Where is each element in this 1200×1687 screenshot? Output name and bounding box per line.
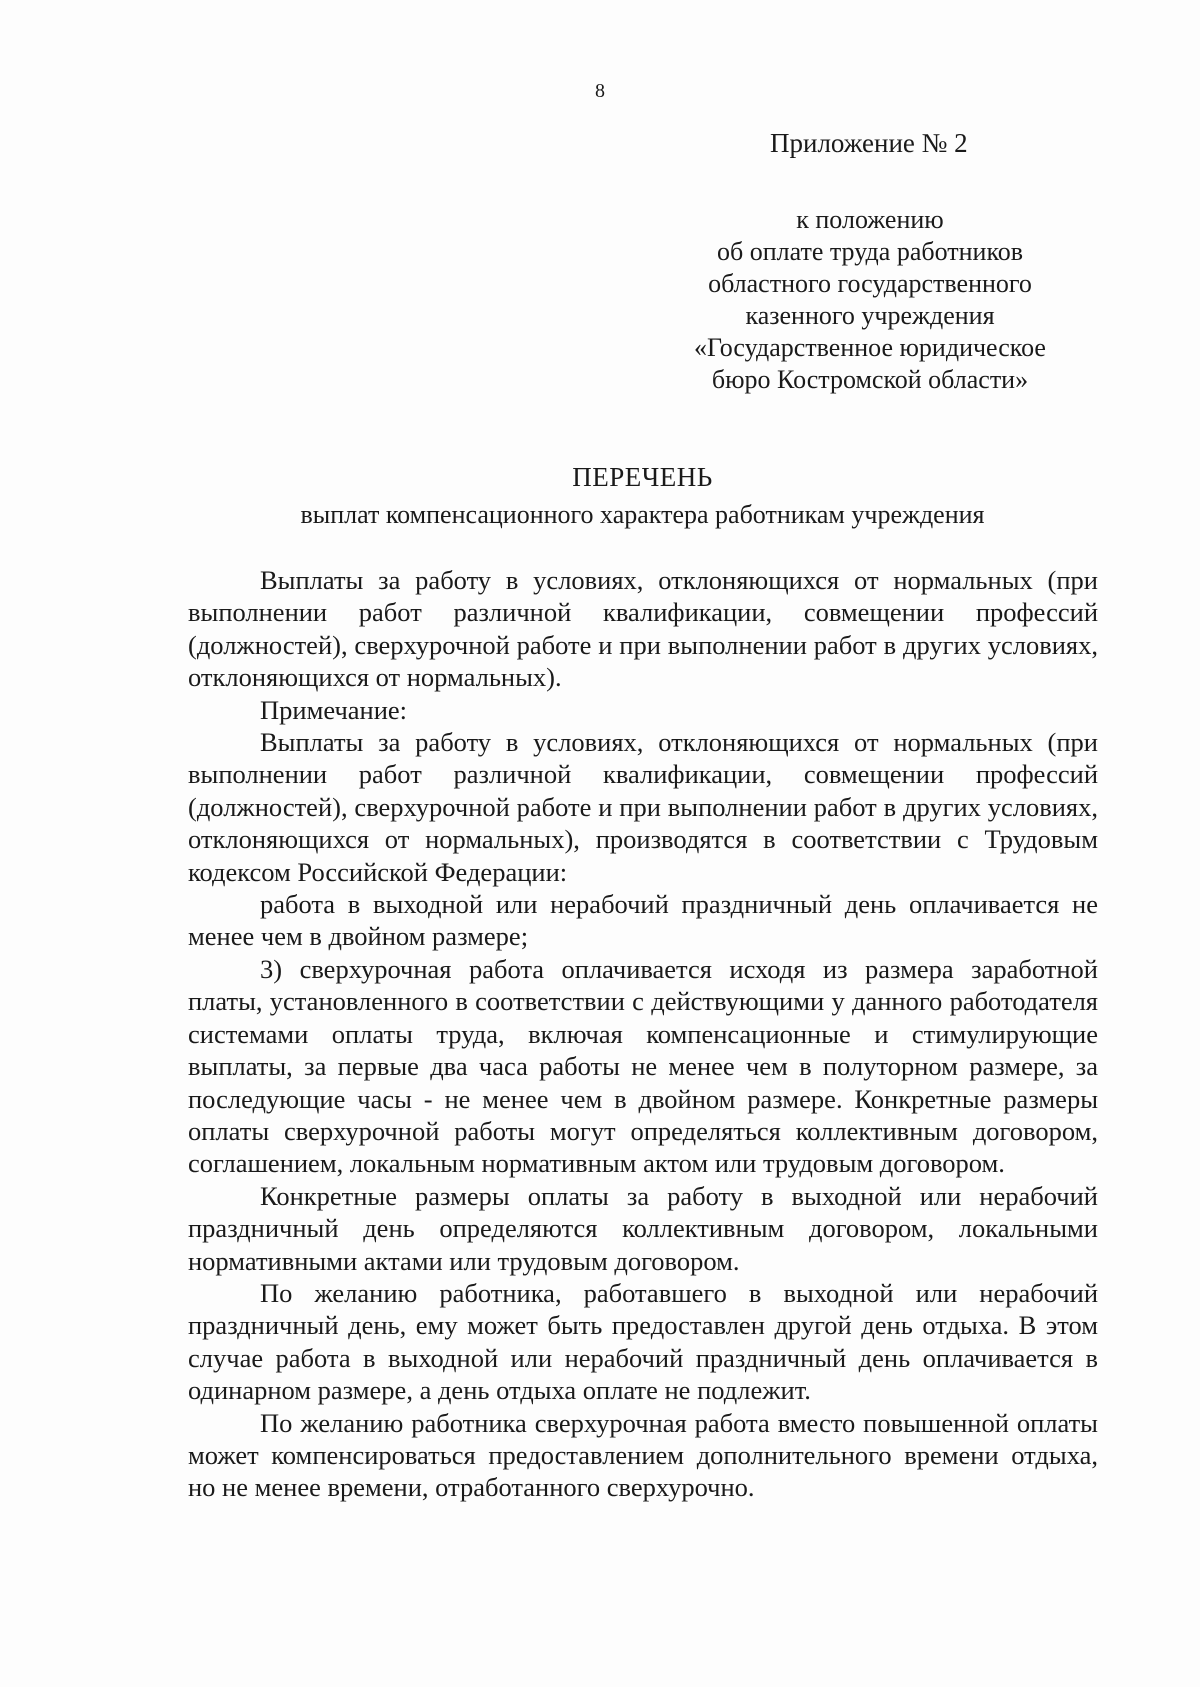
appendix-line: к положению bbox=[796, 205, 944, 234]
document-body bbox=[188, 564, 1098, 1504]
paragraph: Конкретные размеры оплаты за работу в выходной или нерабочий праздничный день определяются коллективным договором, локальными нормативными актами или трудовым договором. bbox=[188, 1180, 1098, 1276]
appendix-line: бюро Костромской области» bbox=[711, 365, 1029, 394]
appendix-label: Приложение № 2 bbox=[770, 128, 968, 158]
paragraph: По желанию работника, работавшего в выходной или нерабочий праздничный день, ему может быть предоставлен другой день отдыха. В этом случае работа в выходной или нерабочий праздничный день оплачивается в одинарном размере, а день отдыха оплате не подлежит. bbox=[188, 1277, 1098, 1406]
paragraph: 3) сверхурочная работа оплачивается исходя из размера заработной платы, установленного в соответствии с действующими у данного работодателя системами оплаты труда, включая компенсационные и стимулирующие выплаты, за первые два часа работы не менее чем в полуторном размере, за последующие часы - не менее чем в двойном размере. Конкретные размеры оплаты сверхурочной работы могут определяться коллективным договором, соглашением, локальным нормативным актом или трудовым договором. bbox=[188, 953, 1098, 1179]
page-number: 8 bbox=[595, 80, 605, 102]
paragraph: По желанию работника сверхурочная работа вместо повышенной оплаты может компенсироваться предоставлением дополнительного времени отдыха, но не менее времени, отработанного сверхурочно. bbox=[188, 1407, 1098, 1503]
paragraph-note-heading: Примечание: bbox=[260, 694, 408, 725]
appendix-line: казенного учреждения bbox=[745, 301, 995, 330]
document-title: ПЕРЕЧЕНЬ bbox=[572, 462, 713, 492]
paragraph: работа в выходной или нерабочий праздничный день оплачивается не менее чем в двойном размере; bbox=[188, 889, 1098, 952]
appendix-line: об оплате труда работников bbox=[716, 237, 1024, 266]
appendix-line: «Государственное юридическое bbox=[694, 333, 1046, 362]
paragraph: Выплаты за работу в условиях, отклоняющихся от нормальных (при выполнении работ различной квалификации, совмещении профессий (должностей), сверхурочной работе и при выполнении работ в других условиях, отклоняющихся от нормальных). bbox=[188, 565, 1098, 693]
appendix-line: областного государственного bbox=[708, 269, 1032, 298]
paragraph: Выплаты за работу в условиях, отклоняющихся от нормальных (при выполнении работ различной квалификации, совмещении профессий (должностей), сверхурочной работе и при выполнении работ в других условиях, отклоняющихся от нормальных), производятся в соответствии с Трудовым кодексом Российской Федерации: bbox=[188, 727, 1098, 887]
appendix-reference bbox=[660, 204, 1080, 396]
document-subtitle: выплат компенсационного характера работникам учреждения bbox=[300, 500, 985, 529]
